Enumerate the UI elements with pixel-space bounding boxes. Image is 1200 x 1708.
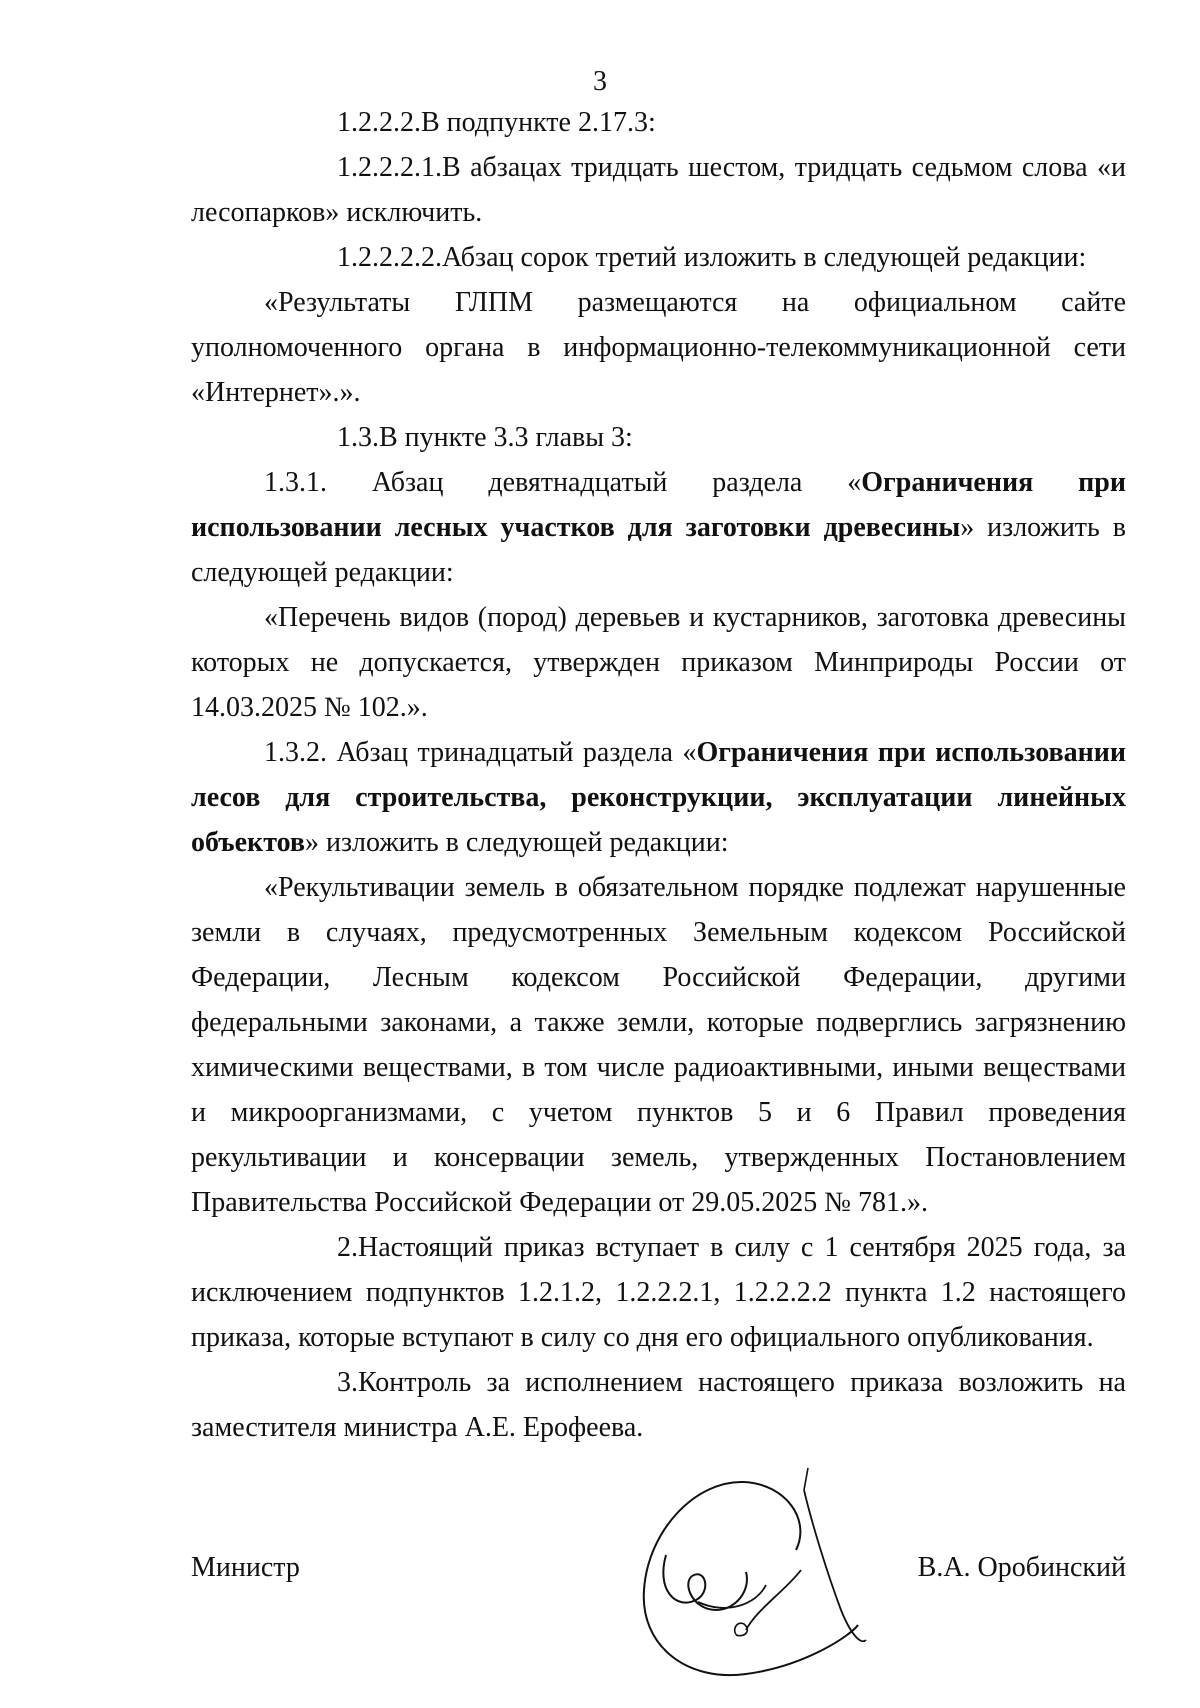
paragraph-text: В подпункте 2.17.3: bbox=[421, 107, 656, 138]
quote-paragraph bbox=[191, 595, 1126, 730]
paragraph-text: В пункте 3.3 главы 3: bbox=[379, 422, 633, 453]
paragraph-number: 1.2.2.2. bbox=[337, 107, 421, 138]
paragraph-text-part: Абзац тринадцатый раздела « bbox=[336, 737, 697, 768]
paragraph-1-3-2 bbox=[191, 730, 1126, 865]
paragraph-2 bbox=[191, 1225, 1126, 1360]
paragraph-number: 1.3. bbox=[337, 422, 379, 453]
signer-title: Министр bbox=[191, 1552, 300, 1583]
handwritten-signature bbox=[636, 1460, 906, 1690]
paragraph-number: 3. bbox=[337, 1367, 358, 1398]
paragraph-text: «Рекультивации земель в обязательном порядке подлежат нарушенные земли в случаях, предусмотренных Земельным кодексом Российской Федерации, Лесным кодексом Российской Федерации, другими федеральными законами, а также земли, которые подверглись загрязнению химическими веществами, в том числе радиоактивными, иными веществами и микроорганизмами, с учетом пунктов 5 и 6 Правил проведения рекультивации и консервации земель, утвержденных Постановлением Правительства Российской Федерации от 29.05.2025 № 781.». bbox=[191, 872, 1126, 1218]
quote-paragraph bbox=[191, 280, 1126, 415]
paragraph-text: «Результаты ГЛПМ размещаются на официальном сайте уполномоченного органа в информационно-телекоммуникационной сети «Интернет».». bbox=[191, 287, 1126, 408]
section-title-bold: Ограничения при использовании лесов для строительства, реконструкции, эксплуатации линейных объектов bbox=[191, 737, 1127, 858]
paragraph-text: Абзац сорок третий изложить в следующей редакции: bbox=[442, 242, 1087, 273]
paragraph-1-2-2-2 bbox=[191, 100, 1126, 145]
signer-name: В.А. Оробинский bbox=[917, 1552, 1126, 1583]
document-body bbox=[191, 100, 1126, 1450]
paragraph-number: 1.2.2.2.2. bbox=[337, 242, 442, 273]
paragraph-1-2-2-2-1 bbox=[191, 145, 1126, 235]
paragraph-number: 1.3.2. bbox=[264, 737, 327, 768]
paragraph-3 bbox=[191, 1360, 1126, 1450]
paragraph-text: «Перечень видов (пород) деревьев и кустарников, заготовка древесины которых не допускается, утвержден приказом Минприроды России от 14.03.2025 № 102.». bbox=[191, 602, 1126, 723]
paragraph-number: 1.3.1. bbox=[264, 467, 327, 498]
paragraph-1-3-1 bbox=[191, 460, 1126, 595]
paragraph-text-part: Абзац девятнадцатый раздела « bbox=[371, 467, 862, 498]
paragraph-number: 1.2.2.2.1. bbox=[337, 152, 442, 183]
paragraph-text: В абзацах тридцать шестом, тридцать седьмом слова «и лесопарков» исключить. bbox=[191, 152, 1126, 228]
paragraph-1-2-2-2-2 bbox=[191, 235, 1126, 280]
paragraph-1-3 bbox=[191, 415, 1126, 460]
paragraph-text: Настоящий приказ вступает в силу с 1 сентября 2025 года, за исключением подпунктов 1.2.1.2, 1.2.2.2.1, 1.2.2.2.2 пункта 1.2 настоящего приказа, которые вступают в силу со дня его официального опубликования. bbox=[191, 1232, 1126, 1353]
paragraph-text-part: » изложить в следующей редакции: bbox=[305, 827, 729, 858]
paragraph-text: Контроль за исполнением настоящего приказа возложить на заместителя министра А.Е. Ерофеева. bbox=[191, 1367, 1126, 1443]
paragraph-text-part: » изложить в следующей редакции: bbox=[191, 512, 1126, 588]
quote-paragraph bbox=[191, 865, 1126, 1225]
page-number: 3 bbox=[593, 66, 607, 97]
section-title-bold: Ограничения при использовании лесных участков для заготовки древесины bbox=[191, 467, 1127, 543]
paragraph-number: 2. bbox=[337, 1232, 358, 1263]
